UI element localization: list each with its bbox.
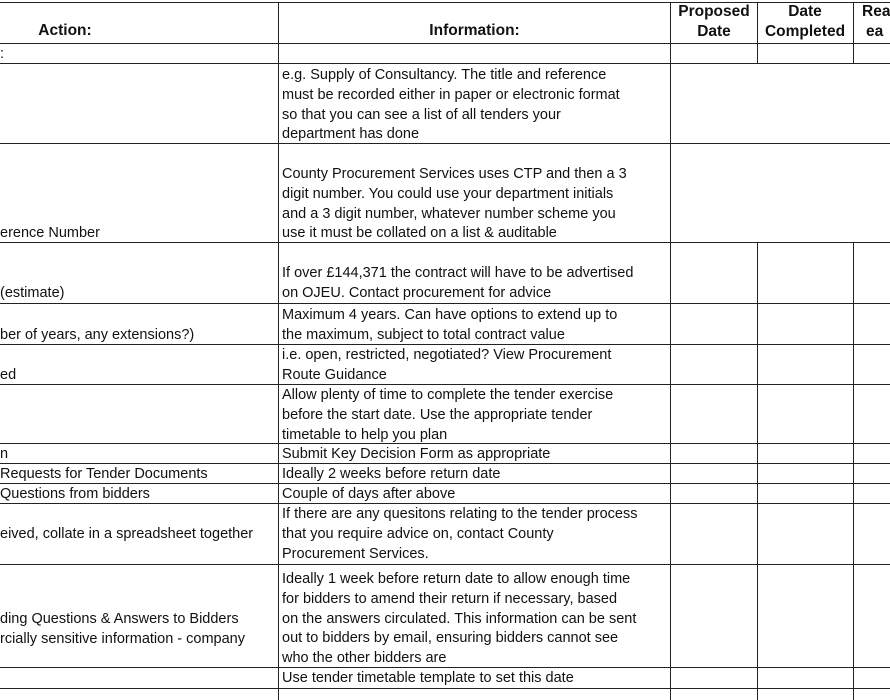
info-line: Route Guidance — [282, 366, 387, 383]
info-line: Use tender timetable template to set this date — [282, 670, 574, 686]
info-cell-10 — [282, 505, 672, 564]
action-cell-3: (estimate) — [0, 285, 65, 301]
info-line: Submit Key Decision Form as appropriate — [282, 446, 551, 462]
grid-hline-row10 — [0, 564, 890, 565]
info-cell-8 — [282, 465, 672, 485]
grid-vline-info-left — [278, 2, 279, 700]
header-date-completed-line2: Completed — [764, 22, 846, 40]
info-line: If over £144,371 the contract will have to be advertised — [282, 265, 634, 281]
header-proposed-date-line1: Proposed — [678, 3, 750, 20]
info-line: Ideally 1 week before return date to allow enough time — [282, 571, 631, 587]
header-proposed-date-line2: Date — [697, 22, 731, 40]
header-action: Action: — [38, 22, 92, 39]
grid-vline-completed-right-2 — [853, 243, 854, 700]
grid-vline-completed-right — [853, 2, 854, 63]
header-partial-line1: Rea — [862, 3, 890, 20]
info-cell-4 — [282, 306, 672, 346]
info-line: for bidders to amend their return if necessary, based — [282, 590, 618, 607]
grid-hline-row1 — [0, 143, 890, 144]
info-line: who the other bidders are — [282, 650, 447, 667]
grid-vline-proposed-right — [757, 2, 758, 63]
grid-hline-row6 — [0, 443, 890, 444]
grid-hline-row0 — [0, 63, 890, 64]
grid-hline-row2 — [0, 242, 890, 243]
info-cell-1 — [282, 66, 672, 145]
grid-hline-top — [0, 2, 890, 3]
grid-hline-row9 — [0, 503, 890, 504]
info-line: that you require advice on, contact County — [282, 525, 554, 542]
info-line: before the start date. Use the appropriate tender — [282, 406, 593, 423]
grid-hline-row3 — [0, 303, 890, 304]
action-cell-10: eived, collate in a spreadsheet together — [0, 526, 254, 542]
info-line: use it must be collated on a list & auditable — [282, 225, 557, 242]
info-line: Allow plenty of time to complete the tender exercise — [282, 387, 614, 403]
header-proposed-date — [672, 2, 756, 41]
action-cell-11-line2: rcially sensitive information - company — [0, 631, 245, 647]
grid-hline-header-bottom — [0, 43, 890, 44]
info-cell-6 — [282, 386, 672, 445]
info-line: and a 3 digit number, whatever number scheme you — [282, 205, 616, 222]
info-cell-3 — [282, 264, 672, 304]
info-line: Maximum 4 years. Can have options to extend up to — [282, 307, 618, 323]
info-line: e.g. Supply of Consultancy. The title and reference — [282, 67, 607, 83]
info-cell-9 — [282, 485, 672, 505]
action-cell-5: ed — [0, 367, 17, 383]
info-line: must be recorded either in paper or electronic format — [282, 86, 620, 103]
header-partial-line2: ea — [866, 22, 884, 40]
grid-hline-row11 — [0, 667, 890, 668]
header-partial-column — [862, 2, 890, 41]
grid-hline-row4 — [0, 344, 890, 345]
info-line: out to bidders by email, ensuring bidders cannot see — [282, 630, 619, 647]
info-cell-5 — [282, 346, 672, 386]
info-line: digit number. You could use your department initials — [282, 185, 614, 202]
action-cell-11-line1: ding Questions & Answers to Bidders — [0, 611, 239, 627]
header-date-completed-line1: Date — [788, 3, 822, 20]
action-cell-9: Questions from bidders — [0, 486, 150, 502]
action-cell-4: ber of years, any extensions?) — [0, 327, 195, 343]
info-line: department has done — [282, 126, 420, 143]
info-cell-12 — [282, 669, 672, 689]
info-line: on OJEU. Contact procurement for advice — [282, 284, 552, 301]
info-line: Procurement Services. — [282, 545, 429, 562]
action-cell-0: : — [0, 46, 5, 62]
grid-hline-row5 — [0, 384, 890, 385]
action-cell-8: Requests for Tender Documents — [0, 466, 208, 482]
grid-hline-row8 — [0, 483, 890, 484]
info-line: If there are any quesitons relating to the tender process — [282, 506, 638, 522]
info-line: on the answers circulated. This information can be sent — [282, 610, 637, 627]
info-cell-7 — [282, 445, 672, 465]
grid-vline-proposed-right-2 — [757, 243, 758, 700]
info-line: the maximum, subject to total contract value — [282, 326, 565, 343]
header-date-completed — [757, 2, 853, 41]
action-cell-7: n — [0, 446, 9, 462]
info-cell-11 — [282, 570, 672, 669]
info-line: so that you can see a list of all tenders your — [282, 106, 561, 123]
grid-hline-row12 — [0, 688, 890, 689]
action-cell-2: erence Number — [0, 225, 100, 241]
info-line: Couple of days after above — [282, 486, 456, 502]
info-cell-2 — [282, 165, 672, 244]
header-information: Information: — [429, 22, 520, 39]
grid-hline-row7 — [0, 463, 890, 464]
info-line: timetable to help you plan — [282, 426, 448, 443]
grid-vline-info-right — [670, 2, 671, 700]
info-line: i.e. open, restricted, negotiated? View Procurement — [282, 347, 612, 363]
info-line: Ideally 2 weeks before return date — [282, 466, 501, 482]
info-line: County Procurement Services uses CTP and then a 3 — [282, 166, 627, 182]
